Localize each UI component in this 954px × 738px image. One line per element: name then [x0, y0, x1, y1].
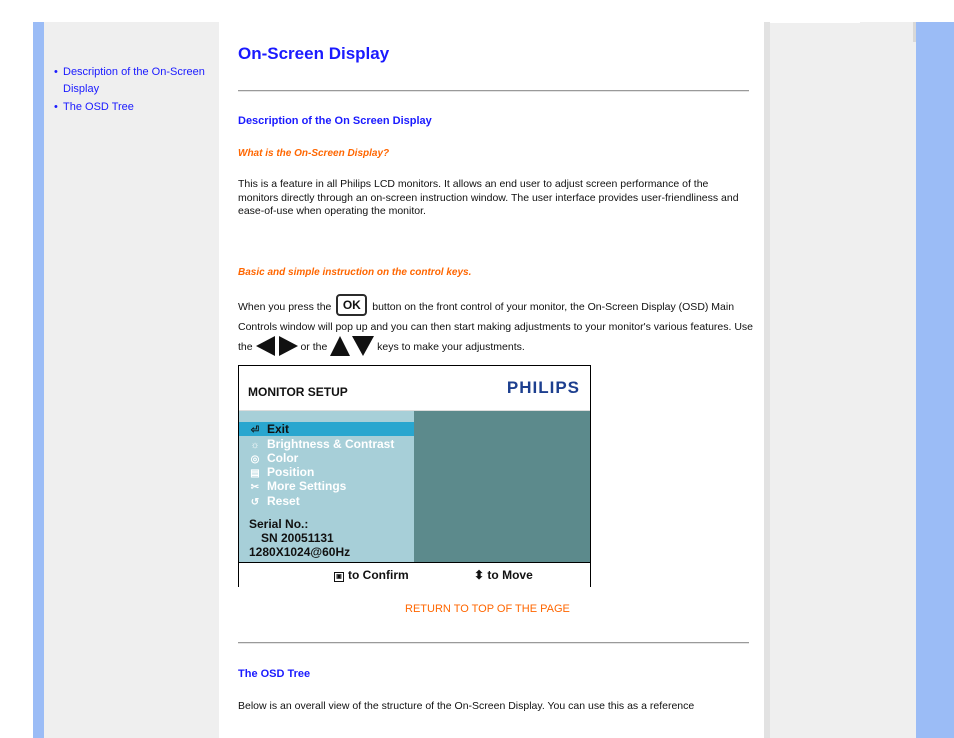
subtitle-what-is-osd: What is the On-Screen Display?: [238, 148, 390, 159]
osd-menu-panel: [239, 411, 414, 562]
settings-icon: ✂: [250, 482, 260, 493]
text-segment: keys to make your adjustments.: [377, 341, 525, 353]
main-content: [219, 22, 764, 738]
osd-serial-value: SN 20051131: [261, 531, 334, 545]
confirm-key-icon: ▣: [334, 572, 344, 582]
divider: [238, 90, 749, 92]
left-navigation: [44, 22, 219, 738]
osd-menu-label: Brightness & Contrast: [267, 437, 395, 451]
osd-move-hint: [474, 568, 533, 582]
section-title-osd-tree: The OSD Tree: [238, 668, 311, 680]
paragraph-osd-description: This is a feature in all Philips LCD monitors. It allows an end user to adjust screen performance of the monitors directly through an on-screen instruction window. The user interface provides user-friendliness and ease-of-use when operating the monitor.: [238, 178, 739, 217]
philips-logo: PHILIPS: [506, 378, 580, 397]
osd-title: MONITOR SETUP: [248, 385, 348, 399]
up-down-arrows-icon: [330, 336, 374, 356]
osd-screenshot: [238, 365, 591, 587]
osd-menu-item-brightness: [239, 437, 414, 451]
osd-serial-label: Serial No.:: [249, 517, 309, 531]
osd-resolution: 1280X1024@60Hz: [249, 545, 351, 559]
nav-list: [54, 64, 219, 117]
osd-header: [239, 366, 590, 411]
osd-menu-item-reset: [239, 494, 414, 508]
color-icon: ◎: [250, 454, 260, 465]
osd-menu-item-color: [239, 451, 414, 465]
osd-menu-item-position: [239, 465, 414, 479]
return-to-top-link[interactable]: RETURN TO TOP OF THE PAGE: [405, 603, 570, 615]
text-segment: or the: [300, 341, 328, 353]
paragraph-control-keys: [238, 297, 758, 357]
osd-confirm-label: to Confirm: [348, 568, 409, 582]
osd-footer: [239, 562, 590, 587]
text-segment: When you press the: [238, 301, 332, 313]
osd-menu-label: Position: [267, 465, 315, 479]
right-column-shade: [764, 22, 770, 738]
position-icon: ▤: [250, 468, 260, 479]
bullet-icon: •: [54, 101, 58, 113]
right-column: [764, 22, 916, 738]
osd-menu-item-exit: [239, 422, 414, 436]
osd-menu-label: Exit: [267, 422, 290, 436]
osd-menu-label: Color: [267, 451, 299, 465]
osd-menu-label: Reset: [267, 494, 300, 508]
divider: [238, 642, 749, 644]
ok-key-icon: OK: [336, 294, 367, 316]
nav-item-osd-tree[interactable]: [54, 99, 219, 116]
exit-icon: ⏎: [250, 425, 260, 436]
subtitle-control-keys: Basic and simple instruction on the control keys.: [238, 267, 472, 278]
osd-submenu-panel: [414, 411, 590, 562]
nav-link-osd-tree[interactable]: The OSD Tree: [63, 101, 134, 113]
right-decorative-stripe: [916, 22, 954, 738]
osd-menu-label: More Settings: [267, 479, 347, 493]
paragraph-osd-tree: Below is an overall view of the structure of the On-Screen Display. You can use this as a reference: [238, 700, 695, 712]
reset-icon: ↺: [250, 497, 260, 508]
move-key-icon: ⬍: [474, 568, 485, 582]
text-segment: button on the front control of your monitor, the On-Screen Display (OSD) Main Controls window will pop up and you can then start making adjustments to your monitor's various features. Use the: [238, 301, 754, 353]
osd-confirm-hint: [334, 568, 409, 582]
right-column-topline: [770, 22, 860, 23]
left-decorative-stripe: [33, 22, 44, 738]
osd-menu-item-more-settings: [239, 479, 414, 493]
brightness-icon: ☼: [250, 440, 260, 451]
page-title: On-Screen Display: [238, 44, 390, 63]
left-right-arrows-icon: [256, 336, 298, 356]
section-title-description: Description of the On Screen Display: [238, 115, 432, 127]
nav-link-description[interactable]: Description of the On-Screen Display: [63, 66, 205, 95]
bullet-icon: •: [54, 66, 58, 78]
osd-move-label: to Move: [487, 568, 533, 582]
nav-item-description[interactable]: [54, 64, 219, 98]
